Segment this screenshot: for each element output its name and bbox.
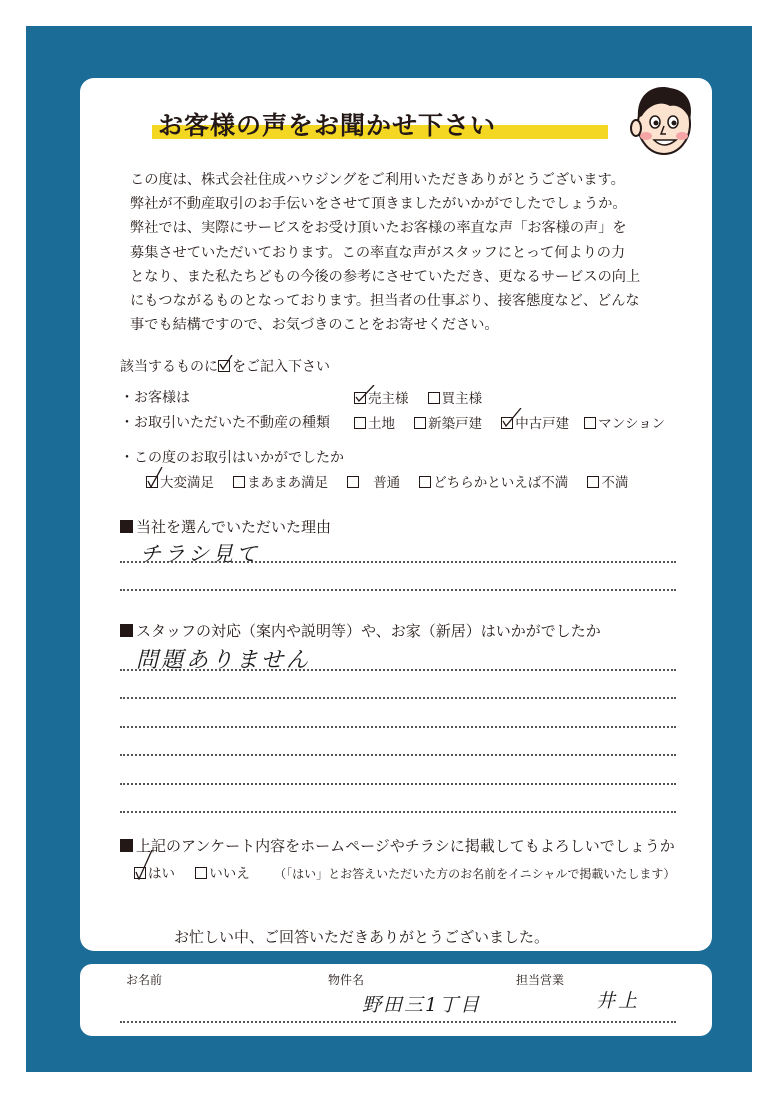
answer-line <box>120 669 676 671</box>
option-dissatisfied[interactable]: 不満 <box>587 471 628 491</box>
mascot-face-icon <box>620 82 704 158</box>
checkbox[interactable] <box>354 417 366 429</box>
option-somewhat-dissatisfied[interactable]: どちらかといえば不満 <box>419 471 568 491</box>
publish-heading: 上記のアンケート内容をホームページやチラシに掲載してもよろしいでしょうか <box>120 835 675 856</box>
checkbox-checked[interactable] <box>134 867 146 879</box>
property-label: 物件名 <box>328 973 365 987</box>
answer-line <box>120 697 676 699</box>
intro-line: 事でも結構ですので、お気づきのことをお寄せください。 <box>130 317 499 334</box>
reason-heading: 当社を選んでいただいた理由 <box>120 516 331 537</box>
option-land[interactable]: 土地 <box>354 412 395 432</box>
option-buyer[interactable]: 買主様 <box>428 387 483 407</box>
checkbox[interactable] <box>428 392 440 404</box>
name-label: お名前 <box>126 973 163 987</box>
staff-value[interactable]: 井上 <box>596 990 641 1012</box>
instruction-pre: 該当するものに <box>120 359 218 375</box>
publish-note: （「はい」とお答えいただいた方のお名前をイニシャルで掲載いたします） <box>274 867 676 881</box>
option-used-house[interactable]: 中古戸建 <box>501 412 569 432</box>
answer-line <box>120 561 676 563</box>
q-satisfaction-options <box>146 471 628 491</box>
q-property-options <box>354 412 665 432</box>
checkbox-checked[interactable] <box>146 476 158 488</box>
option-seller[interactable]: 売主様 <box>354 387 409 407</box>
intro-line: となり、また私たちどもの今後の参考にさせていただき、更なるサービスの向上 <box>130 268 641 285</box>
intro-line: 募集させていただいております。この率直な声がスタッフにとって何よりの力 <box>130 244 626 261</box>
instruction-post: をご記入下さい <box>232 359 330 375</box>
reason-answer[interactable]: チラシ見て <box>140 542 260 566</box>
checkbox-checked[interactable] <box>354 392 366 404</box>
answer-line <box>120 754 676 756</box>
property-value[interactable]: 野田三1丁目 <box>362 994 482 1016</box>
option-mansion[interactable]: マンション <box>584 412 665 432</box>
answer-line <box>120 589 676 591</box>
instruction <box>120 356 330 376</box>
square-bullet-icon <box>120 520 133 533</box>
signature-line <box>120 1021 676 1023</box>
intro-line: この度は、株式会社住成ハウジングをご利用いただきありがとうございます。 <box>130 172 625 188</box>
square-bullet-icon <box>120 839 133 852</box>
checkbox[interactable] <box>414 417 426 429</box>
checkbox-checked[interactable] <box>501 417 513 429</box>
answer-line <box>120 811 676 813</box>
option-very-satisfied[interactable]: 大変満足 <box>146 471 214 491</box>
answer-line <box>120 726 676 728</box>
intro-line: にもつながるものとなっております。担当者の仕事ぶり、接客態度など、どんな <box>130 293 640 310</box>
option-fairly-satisfied[interactable]: まあまあ満足 <box>233 471 328 491</box>
intro-line: 弊社が不動産取引のお手伝いをさせて頂きましたがいかがでしたでしょうか。 <box>130 196 627 213</box>
checkbox[interactable] <box>195 867 207 879</box>
page-title: お客様の声をお聞かせ下さい <box>158 111 497 140</box>
checkbox[interactable] <box>419 476 431 488</box>
q-customer-options <box>354 387 496 407</box>
checkbox[interactable] <box>347 476 359 488</box>
option-new-house[interactable]: 新築戸建 <box>414 412 482 432</box>
intro-line: 弊社では、実際にサービスをお受け頂いたお客様の率直な声「お客様の声」を <box>130 220 627 237</box>
publish-options <box>134 862 675 882</box>
q-property-label: ・お取引いただいた不動産の種類 <box>120 415 330 431</box>
staff-heading: スタッフの対応（案内や説明等）や、お家（新居）はいかがでしたか <box>120 620 601 641</box>
q-customer-label: ・お客様は <box>120 390 190 406</box>
checkbox[interactable] <box>587 476 599 488</box>
answer-line <box>120 783 676 785</box>
option-no[interactable]: いいえ <box>195 862 250 882</box>
checkbox-sample <box>218 360 230 372</box>
q-satisfaction-label: ・この度のお取引はいかがでしたか <box>120 450 344 466</box>
checkbox[interactable] <box>584 417 596 429</box>
option-neutral[interactable]: 普通 <box>347 471 400 491</box>
closing-message: お忙しい中、ご回答いただきありがとうございました。 <box>174 928 550 946</box>
staff-answer[interactable]: 問題ありません <box>136 648 312 673</box>
square-bullet-icon <box>120 624 133 637</box>
option-yes[interactable]: はい <box>134 862 175 882</box>
checkbox[interactable] <box>233 476 245 488</box>
staff-label: 担当営業 <box>516 973 565 987</box>
intro-paragraph <box>130 168 640 337</box>
